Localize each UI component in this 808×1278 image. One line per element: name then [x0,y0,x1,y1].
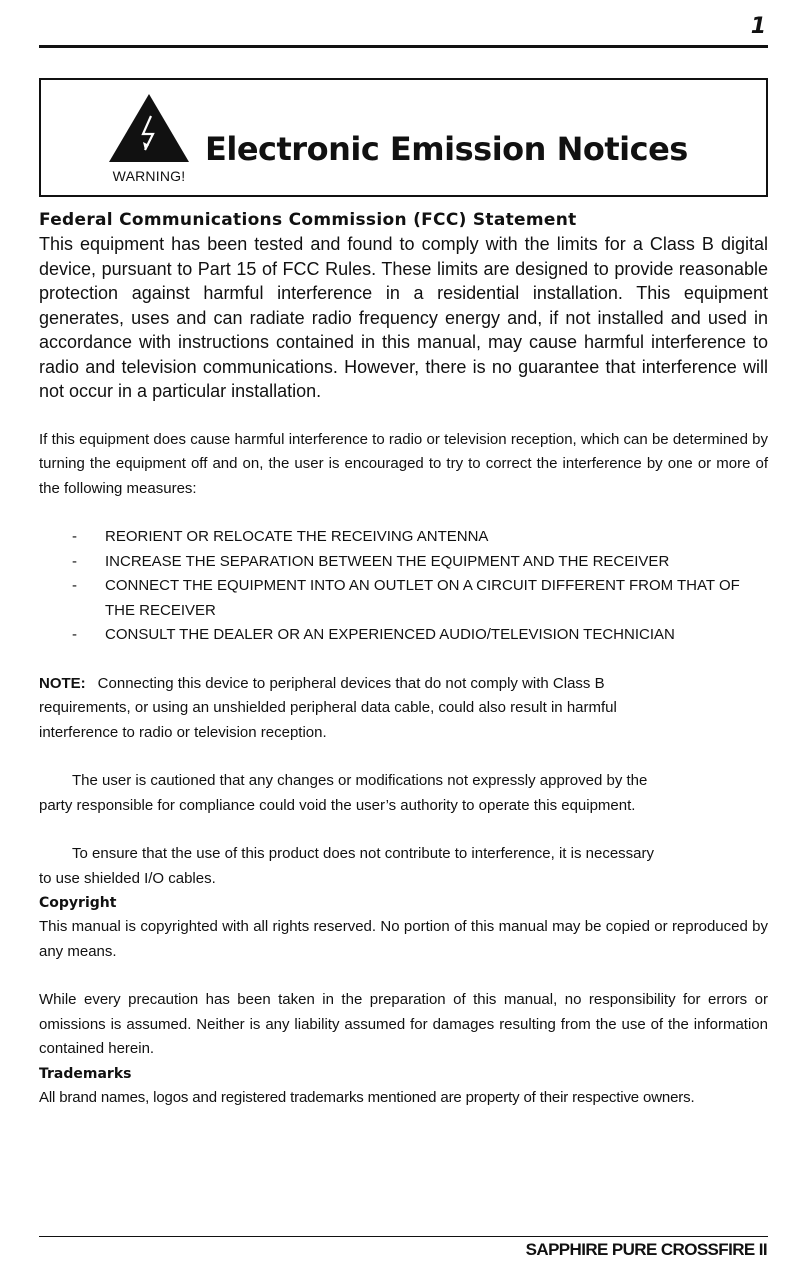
fcc-heading: Federal Communications Commission (FCC) Statement [39,210,577,230]
list-item: - INCREASE THE SEPARATION BETWEEN THE EQUIPMENT AND THE RECEIVER [72,552,670,570]
top-rule [39,45,768,48]
document-body [39,208,768,1110]
trademarks-heading: Trademarks [39,1065,132,1082]
warning-icon [107,92,191,188]
warning-triangle-icon [107,92,191,164]
page-title: Electronic Emission Notices [205,130,688,168]
note-text: Connecting this device to peripheral devices that do not comply with Class B requirements, or using an unshielded peripheral data cable, could also result in harmful interference to radio or television reception. [39,674,617,741]
note-paragraph [39,672,639,746]
page-number: 1 [750,14,766,39]
list-item: - CONNECT THE EQUIPMENT INTO AN OUTLET ON A CIRCUIT DIFFERENT FROM THAT OF THE RECEIVER [72,577,740,619]
list-item: - REORIENT OR RELOCATE THE RECEIVING ANTENNA [72,528,489,545]
caution-paragraph [39,769,665,818]
copyright-paragraph-2: While every precaution has been taken in the preparation of this manual, no responsibility for errors or omissions is assumed. Neither is any liability assumed for damages resulting from the use of the information contained herein. [39,991,768,1057]
trademarks-paragraph: All brand names, logos and registered trademarks mentioned are property of their respective owners. [39,1088,695,1106]
fcc-paragraph-1: This equipment has been tested and found to comply with the limits for a Class B digital device, pursuant to Part 15 of FCC Rules. These limits are designed to provide reasonable protection against harmful interference in a residential installation. This equipment generates, uses and can radiate radio frequency energy and, if not installed and used in accordance with instructions contained in this manual, may cause harmful interference to radio and television communications. However, there is no guarantee that interference will not occur in a particular installation. [39,234,768,401]
shielded-text: To ensure that the use of this product does not contribute to interference, it is necessary to use shielded I/O cables. [39,845,654,887]
copyright-heading: Copyright [39,895,117,911]
fcc-paragraph-2: If this equipment does cause harmful interference to radio or television reception, which can be determined by turning the equipment off and on, the user is encouraged to try to correct the interference by one or more of the following measures: [39,430,768,497]
list-item: - CONSULT THE DEALER OR AN EXPERIENCED AUDIO/TELEVISION TECHNICIAN [72,626,675,643]
warning-label: WARNING! [112,168,186,184]
note-label: NOTE: [39,674,86,692]
shielded-cables-paragraph [39,842,659,891]
notice-header-box [39,78,768,197]
footer-product-name: SAPPHIRE PURE CROSSFIRE II [525,1240,767,1259]
copyright-paragraph-1: This manual is copyrighted with all rights reserved. No portion of this manual may be copied or reproduced by any means. [39,918,768,960]
measures-list [39,525,768,648]
bottom-rule [39,1236,768,1237]
caution-text: The user is cautioned that any changes or modifications not expressly approved by the party responsible for compliance could void the user’s authority to operate this equipment. [39,772,648,814]
